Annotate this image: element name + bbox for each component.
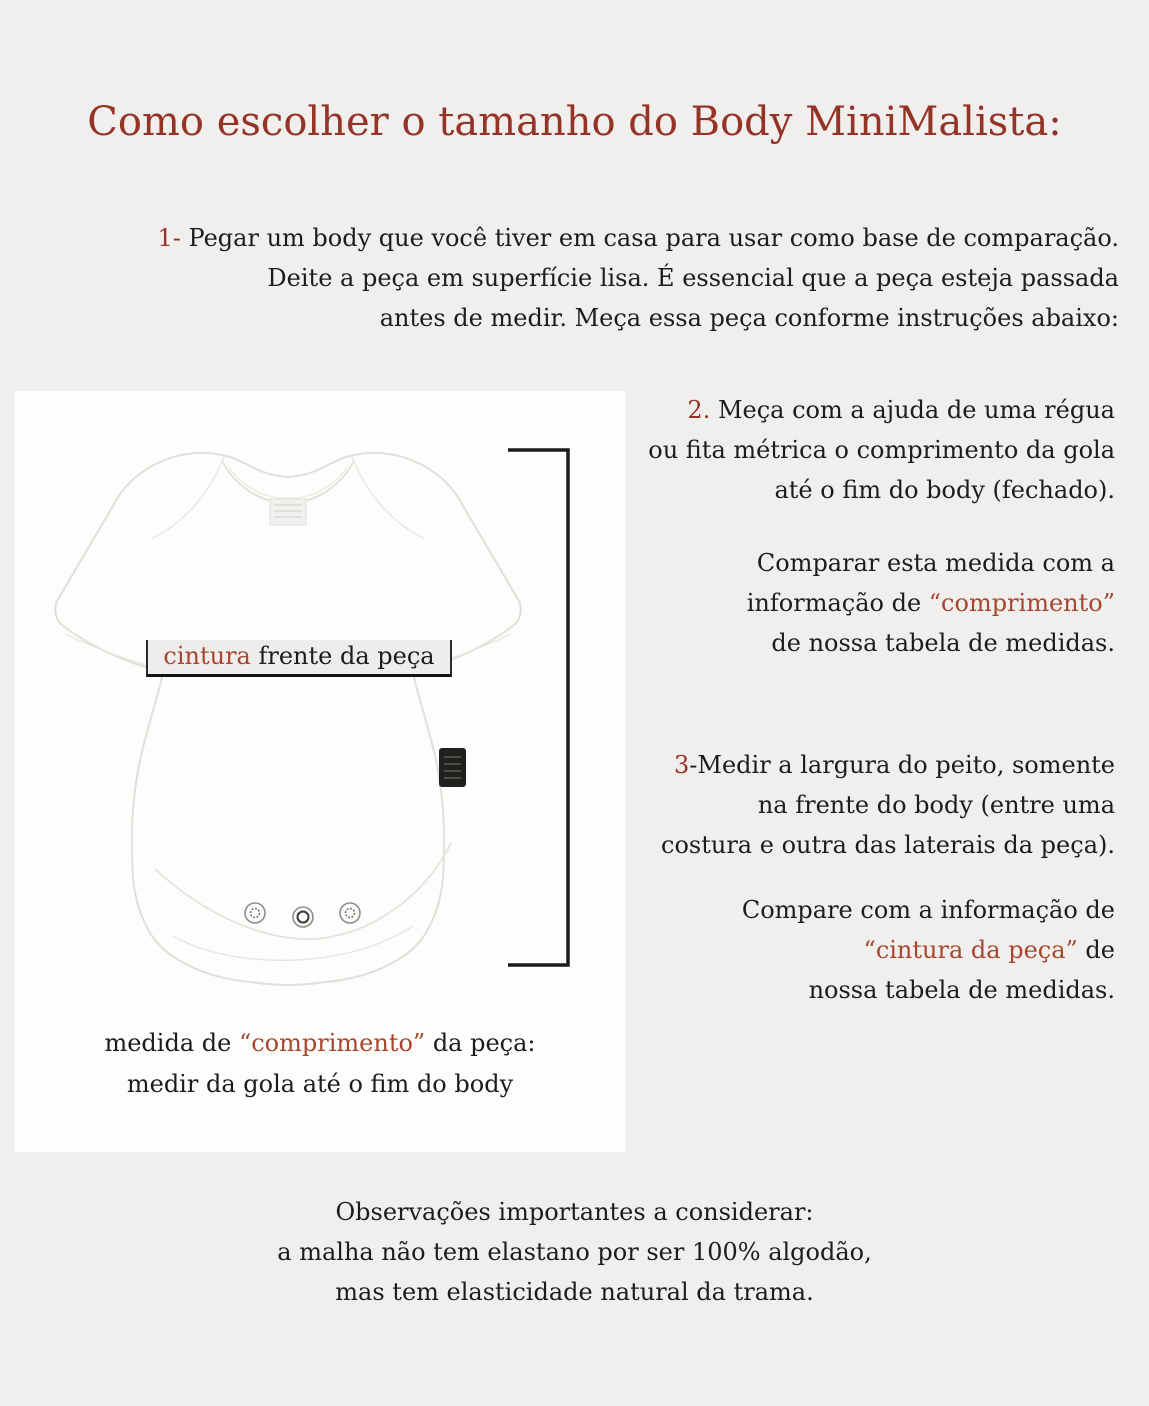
step-3-note-highlight: “cintura da peça” — [863, 936, 1078, 964]
product-image — [15, 391, 625, 1152]
step-3-note-line-2 — [555, 930, 1115, 970]
snap-button-right — [340, 903, 360, 923]
step-2-line-1-text: Meça com a ajuda de uma régua — [710, 396, 1115, 424]
snap-button-middle — [293, 907, 313, 927]
figure-caption — [15, 1023, 625, 1105]
intro-line-1 — [39, 218, 1119, 258]
footer-note — [0, 1192, 1149, 1312]
intro-line-3: antes de medir. Meça essa peça conforme instruções abaixo: — [379, 304, 1119, 332]
step-2-note-before: informação de — [746, 589, 929, 617]
side-tag — [439, 748, 466, 787]
step-2-text — [555, 390, 1115, 510]
step-1-number: 1- — [157, 224, 181, 252]
waist-label-highlight: cintura — [163, 642, 251, 670]
intro-line-1-text: Pegar um body que você tiver em casa para usar como base de comparação. — [180, 224, 1119, 252]
step-2-note-line-2 — [555, 583, 1115, 623]
step-3-line-1 — [555, 745, 1115, 785]
step-3-line-2: na frente do body (entre uma — [757, 791, 1115, 819]
measurement-bracket — [508, 450, 568, 965]
caption-part-before: medida de — [104, 1029, 239, 1057]
caption-line-2: medir da gola até o fim do body — [126, 1070, 514, 1098]
step-3-note-after: de — [1077, 936, 1115, 964]
snap-button-left — [245, 903, 265, 923]
page-title-text: Como escolher o tamanho do Body MiniMalista: — [87, 99, 1062, 145]
neck-brand-label — [270, 499, 306, 525]
step-3-note-line-3: nossa tabela de medidas. — [808, 976, 1115, 1004]
waist-label-rest: frente da peça — [250, 642, 435, 670]
intro-line-2: Deite a peça em superfície lisa. É essencial que a peça esteja passada — [267, 264, 1119, 292]
step-2-line-2: ou fita métrica o comprimento da gola — [648, 436, 1115, 464]
footer-line-1: Observações importantes a considerar: — [335, 1198, 814, 1226]
waist-measure-label — [146, 640, 452, 677]
step-3-text — [555, 745, 1115, 865]
step-2-note-line-1: Comparar esta medida com a — [756, 549, 1115, 577]
page-title — [0, 99, 1149, 145]
step-2-note-line-3: de nossa tabela de medidas. — [771, 629, 1115, 657]
step-3-line-1-text: -Medir a largura do peito, somente — [689, 751, 1115, 779]
intro-paragraph — [39, 218, 1119, 338]
caption-highlight: “comprimento” — [238, 1029, 426, 1057]
step-2-line-1 — [555, 390, 1115, 430]
step-2-number: 2. — [687, 396, 711, 424]
step-2-note — [555, 543, 1115, 663]
caption-line-1 — [15, 1023, 625, 1064]
footer-line-3: mas tem elasticidade natural da trama. — [335, 1278, 814, 1306]
step-3-note-line-1: Compare com a informação de — [741, 896, 1115, 924]
step-3-line-3: costura e outra das laterais da peça). — [661, 831, 1115, 859]
step-3-number: 3 — [674, 751, 690, 779]
step-2-note-highlight: “comprimento” — [928, 589, 1115, 617]
caption-part-after: da peça: — [425, 1029, 536, 1057]
footer-line-2: a malha não tem elastano por ser 100% algodão, — [277, 1238, 872, 1266]
step-2-line-3: até o fim do body (fechado). — [774, 476, 1115, 504]
bodysuit-outline — [55, 453, 520, 985]
step-3-note — [555, 890, 1115, 1010]
